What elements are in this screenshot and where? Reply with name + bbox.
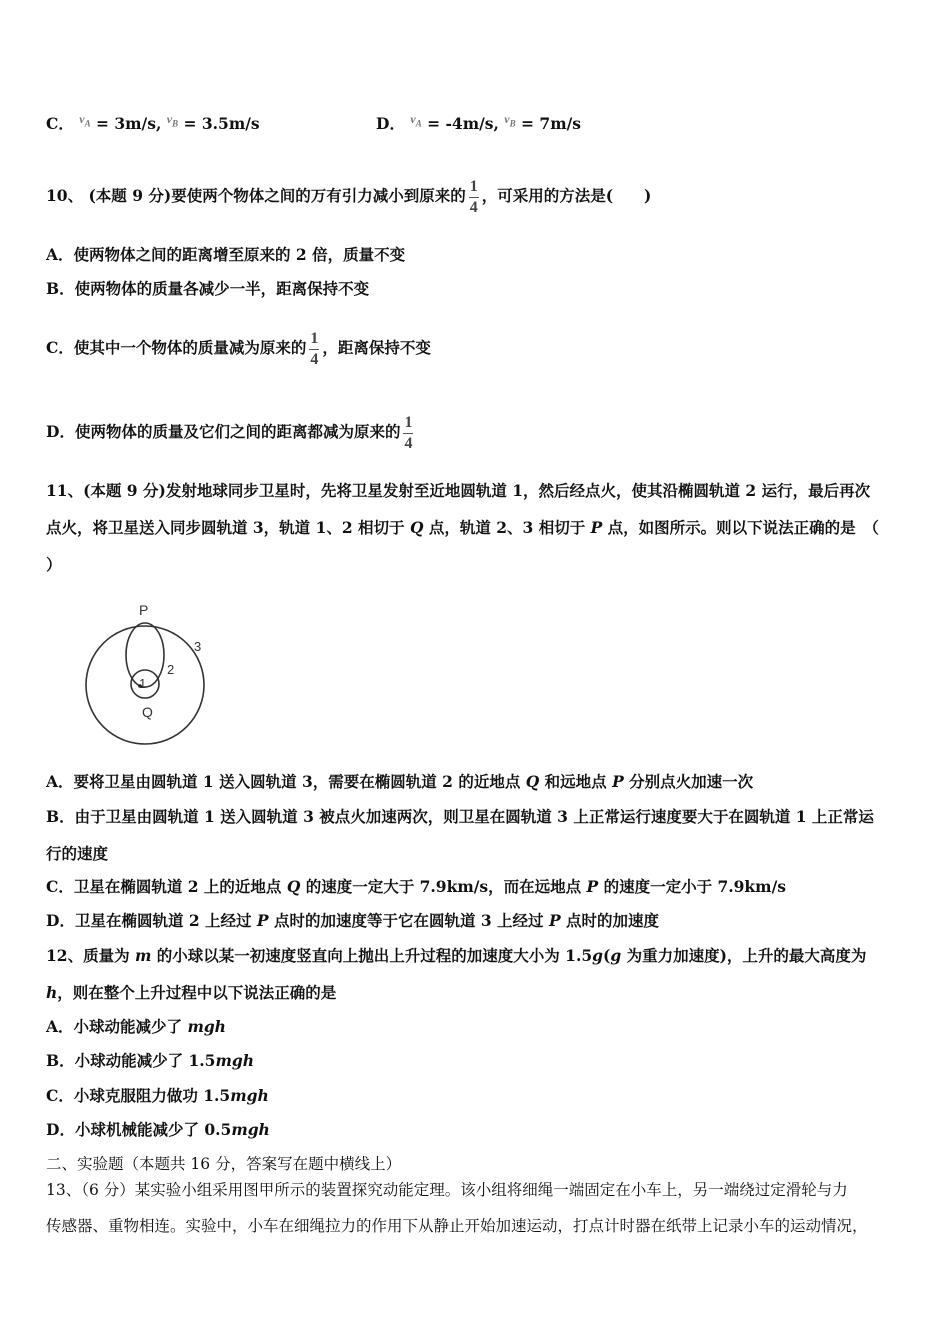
fraction-quarter: $\frac{1}{4}$ [310,329,319,368]
orbit-diagram [80,598,220,750]
q11-option-b-line1: B．由于卫星由圆轨道 1 送入圆轨道 3 被点火加速两次，则卫星在圆轨道 3 上正常运行速度要大于在圆轨道 1 上正常运 [46,807,874,826]
q12-option-a: A．小球动能减少了 mgh [46,1017,226,1036]
label-1: 1 [139,676,147,691]
q11-option-b-line2: 行的速度 [46,844,109,863]
q11-option-d: D．卫星在椭圆轨道 2 上经过 P 点时的加速度等于它在圆轨道 3 上经过 P 点时的加速度 [46,911,660,930]
q12-option-b: B．小球动能减少了 1.5mgh [46,1051,254,1070]
q12-stem-line2: h，则在整个上升过程中以下说法正确的是 [46,983,337,1002]
q10-option-d: D．使两物体的质量及它们之间的距离都减为原来的 $\frac{1}{4}$ [46,413,413,452]
section-2-title: 二、实验题（本题共 16 分，答案写在题中横线上） [46,1155,402,1173]
q12-option-c: C．小球克服阻力做功 1.5mgh [46,1086,269,1105]
label-q: Q [142,704,153,720]
q10-stem: 10、 (本题 9 分)要使两个物体之间的万有引力减小到原来的 $\frac{1}{4}$ ，可采用的方法是( ) [46,177,652,216]
label-2: 2 [167,662,175,677]
fraction-quarter: $\frac{1}{4}$ [404,413,413,452]
fraction-quarter: $\frac{1}{4}$ [469,177,478,216]
q10-option-b: B．使两物体的质量各减少一半，距离保持不变 [46,279,370,298]
q10-option-a: A．使两物体之间的距离增至原来的 2 倍，质量不变 [46,245,406,264]
q11-option-a: A．要将卫星由圆轨道 1 送入圆轨道 3，需要在椭圆轨道 2 的近地点 Q 和远地点 P 分别点火加速一次 [46,772,754,791]
label-p: P [139,602,149,618]
label-3: 3 [194,639,202,654]
q13-line1: 13、（6 分）某实验小组采用图甲所示的装置探究动能定理。该小组将细绳一端固定在小车上，另一端绕过定滑轮与力 [46,1181,848,1199]
q13-line2: 传感器、重物相连。实验中，小车在细绳拉力的作用下从静止开始加速运动，打点计时器在纸带上记录小车的运动情况， [46,1217,868,1235]
q11-option-c: C．卫星在椭圆轨道 2 上的近地点 Q 的速度一定大于 7.9km/s，而在远地点 P 的速度一定小于 7.9km/s [46,877,786,896]
q11-stem-line1: 11、(本题 9 分)发射地球同步卫星时，先将卫星发射至近地圆轨道 1，然后经点火，使其沿椭圆轨道 2 运行，最后再次 [46,481,871,500]
q12-stem-line1: 12、质量为 m 的小球以某一初速度竖直向上抛出上升过程的加速度大小为 1.5g(g 为重力加速度)，上升的最大高度为 [46,946,867,965]
q9-option-d: D． $^{v_A}$ = -4m/s, $^{v_B}$ = 7m/s [376,112,581,133]
q10-option-c: C．使其中一个物体的质量减为原来的 $\frac{1}{4}$ ，距离保持不变 [46,329,431,368]
q11-stem-line2: 点火，将卫星送入同步圆轨道 3，轨道 1、2 相切于 Q 点，轨道 2、3 相切于 P 点，如图所示。则以下说法正确的是 （ [46,518,879,537]
q9-option-c: C． $^{v_A}$ = 3m/s, $^{v_B}$ = 3.5m/s [46,112,260,133]
q11-stem-line3: ） [46,555,62,574]
q12-option-d: D．小球机械能减少了 0.5mgh [46,1120,270,1139]
